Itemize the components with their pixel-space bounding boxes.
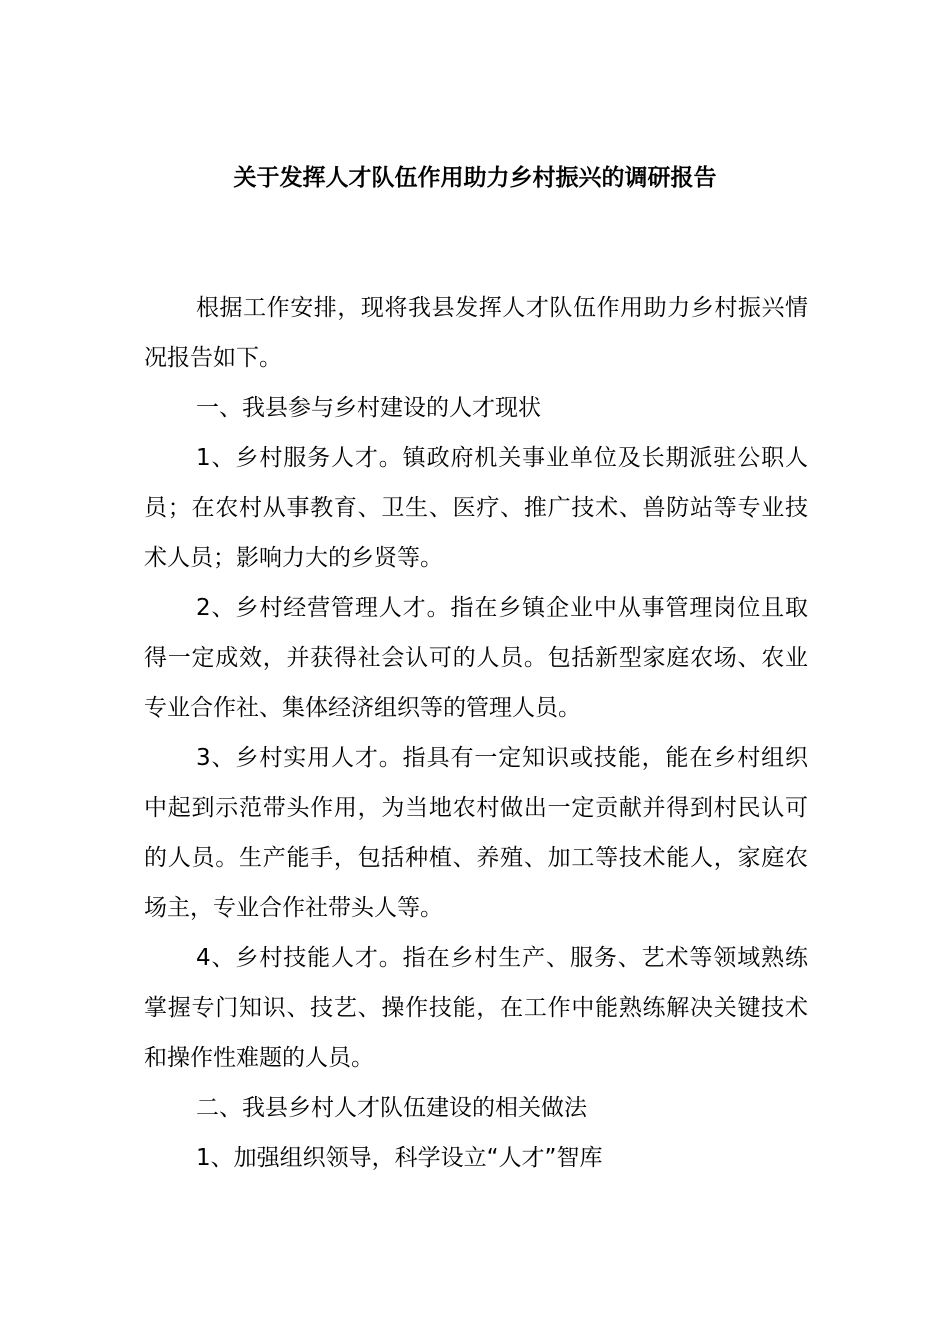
document-body (144, 283, 808, 1183)
paragraph-service-talent: 1、乡村服务人才。镇政府机关事业单位及长期派驻公职人员；在农村从事教育、卫生、医疗、推广技术、兽防站等专业技术人员；影响力大的乡贤等。 (144, 445, 808, 571)
paragraph-management-talent: 2、乡村经营管理人才。指在乡镇企业中从事管理岗位且取得一定成效，并获得社会认可的人员。包括新型家庭农场、农业专业合作社、集体经济组织等的管理人员。 (144, 595, 808, 721)
intro-paragraph: 根据工作安排，现将我县发挥人才队伍作用助力乡村振兴情况报告如下。 (144, 295, 808, 371)
document-title: 关于发挥人才队伍作用助力乡村振兴的调研报告 (233, 165, 717, 191)
section-heading-1: 一、我县参与乡村建设的人才现状 (196, 395, 541, 421)
paragraph-skilled-talent: 4、乡村技能人才。指在乡村生产、服务、艺术等领域熟练掌握专门知识、技艺、操作技能，在工作中能熟练解决关键技术和操作性难题的人员。 (144, 945, 808, 1071)
paragraph-practical-talent: 3、乡村实用人才。指具有一定知识或技能，能在乡村组织中起到示范带头作用，为当地农村做出一定贡献并得到村民认可的人员。生产能手，包括种植、养殖、加工等技术能人，家庭农场主，专业合作社带头人等。 (144, 745, 808, 921)
section-heading-2: 二、我县乡村人才队伍建设的相关做法 (196, 1095, 587, 1121)
subsection-heading-1: 1、加强组织领导，科学设立“人才”智库 (196, 1145, 603, 1171)
